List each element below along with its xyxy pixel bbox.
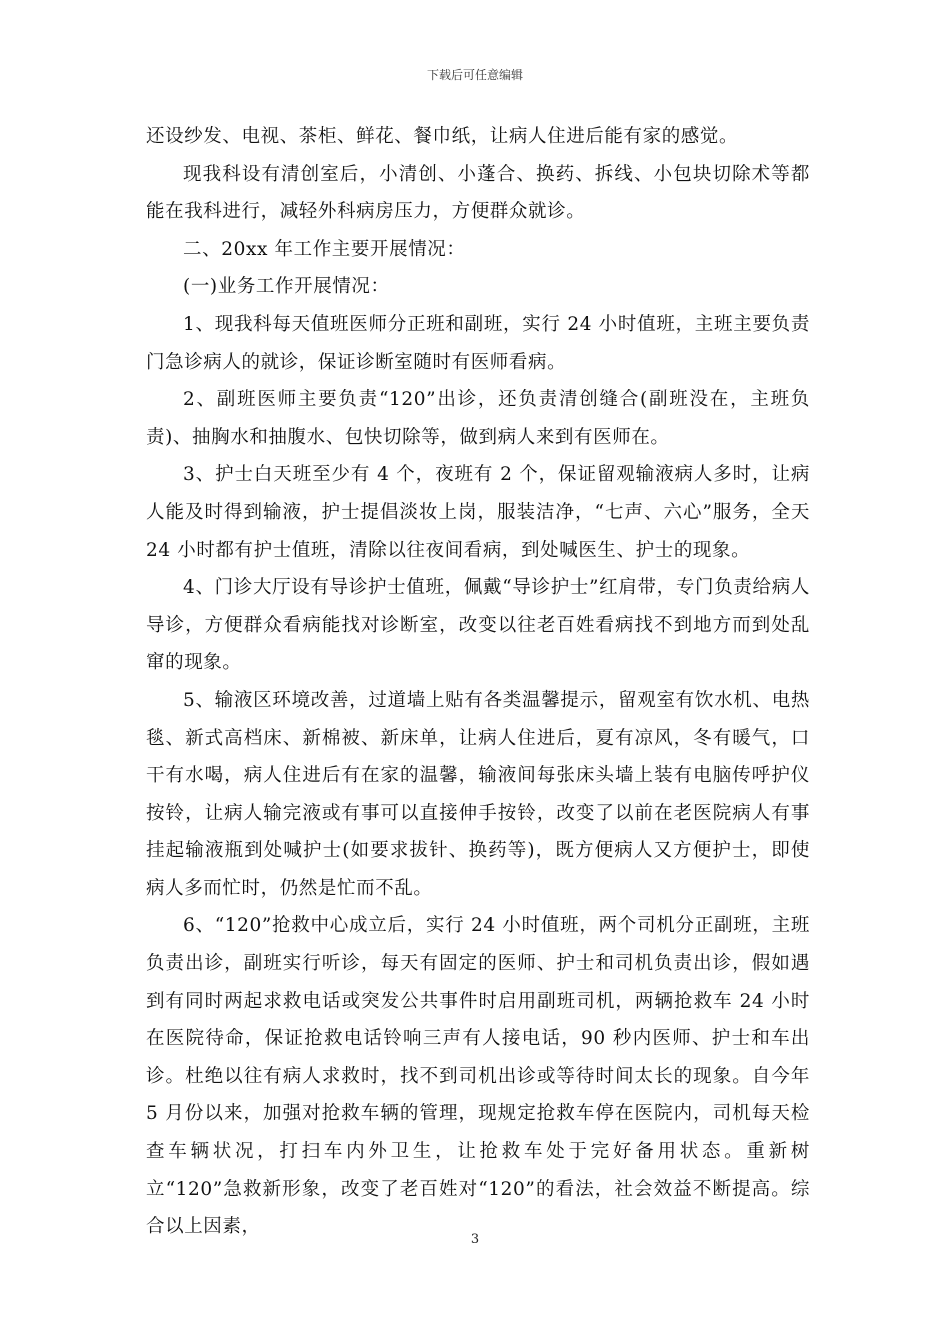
document-body <box>146 118 810 1246</box>
subsection-heading: (一)业务工作开展情况： <box>183 276 390 298</box>
paragraph-item-4: 4、门诊大厅设有导诊护士值班，佩戴“导诊护士”红肩带，专门负责给病人导诊，方便群众看病能找对诊断室，改变以往老百姓看病找不到地方而到处乱窜的现象。 <box>146 577 810 674</box>
paragraph-item-6: 6、“120”抢救中心成立后，实行 24 小时值班，两个司机分正副班，主班负责出诊，副班实行听诊，每天有固定的医师、护士和司机负责出诊，假如遇到有同时两起求救电话或突发公共事件时启用副班司机，两辆抢救车 24 小时在医院待命，保证抢救电话铃响三声有人接电话，90 秒内医师、护士和车出诊。杜绝以往有病人求救时，找不到司机出诊或等待时间太长的现象。自今年 5 月份以来，加强对抢救车辆的管理，现规定抢救车停在医院内，司机每天检查车辆状况，打扫车内外卫生，让抢救车处于完好备用状态。重新树立“120”急救新形象，改变了老百姓对“120”的看法，社会效益不断提高。综合以上因素， <box>146 915 810 1238</box>
paragraph-item-5: 5、输液区环境改善，过道墙上贴有各类温馨提示，留观室有饮水机、电热毯、新式高档床、新棉被、新床单，让病人住进后，夏有凉风，冬有暖气，口干有水喝，病人住进后有在家的温馨，输液间每张床头墙上装有电脑传呼护仪按铃，让病人输完液或有事可以直接伸手按铃，改变了以前在老医院病人有事挂起输液瓶到处喊护士(如要求拔针、换药等)，既方便病人又方便护士，即使病人多而忙时，仍然是忙而不乱。 <box>146 689 810 899</box>
paragraph-item-3: 3、护士白天班至少有 4 个，夜班有 2 个，保证留观输液病人多时，让病人能及时得到输液，护士提倡淡妆上岗，服装洁净，“七声、六心”服务，全天 24 小时都有护士值班，清除以往夜间看病，到处喊医生、护士的现象。 <box>146 464 810 561</box>
page-header: 下载后可任意编辑 <box>426 68 523 82</box>
page-number: 3 <box>470 1232 480 1247</box>
paragraph-item-1: 1、现我科每天值班医师分正班和副班，实行 24 小时值班，主班主要负责门急诊病人的就诊，保证诊断室随时有医师看病。 <box>146 313 810 373</box>
paragraph-0: 还设纱发、电视、茶柜、鲜花、餐巾纸，让病人住进后能有家的感觉。 <box>146 126 739 147</box>
section-heading: 二、20xx 年工作主要开展情况： <box>183 238 466 260</box>
paragraph-1: 现我科设有清创室后，小清创、小蓬合、换药、拆线、小包块切除术等都能在我科进行，减轻外科病房压力，方便群众就诊。 <box>146 163 810 223</box>
paragraph-item-2: 2、副班医师主要负责“120”出诊，还负责清创缝合(副班没在，主班负责)、抽胸水和抽腹水、包快切除等，做到病人来到有医师在。 <box>146 389 810 448</box>
